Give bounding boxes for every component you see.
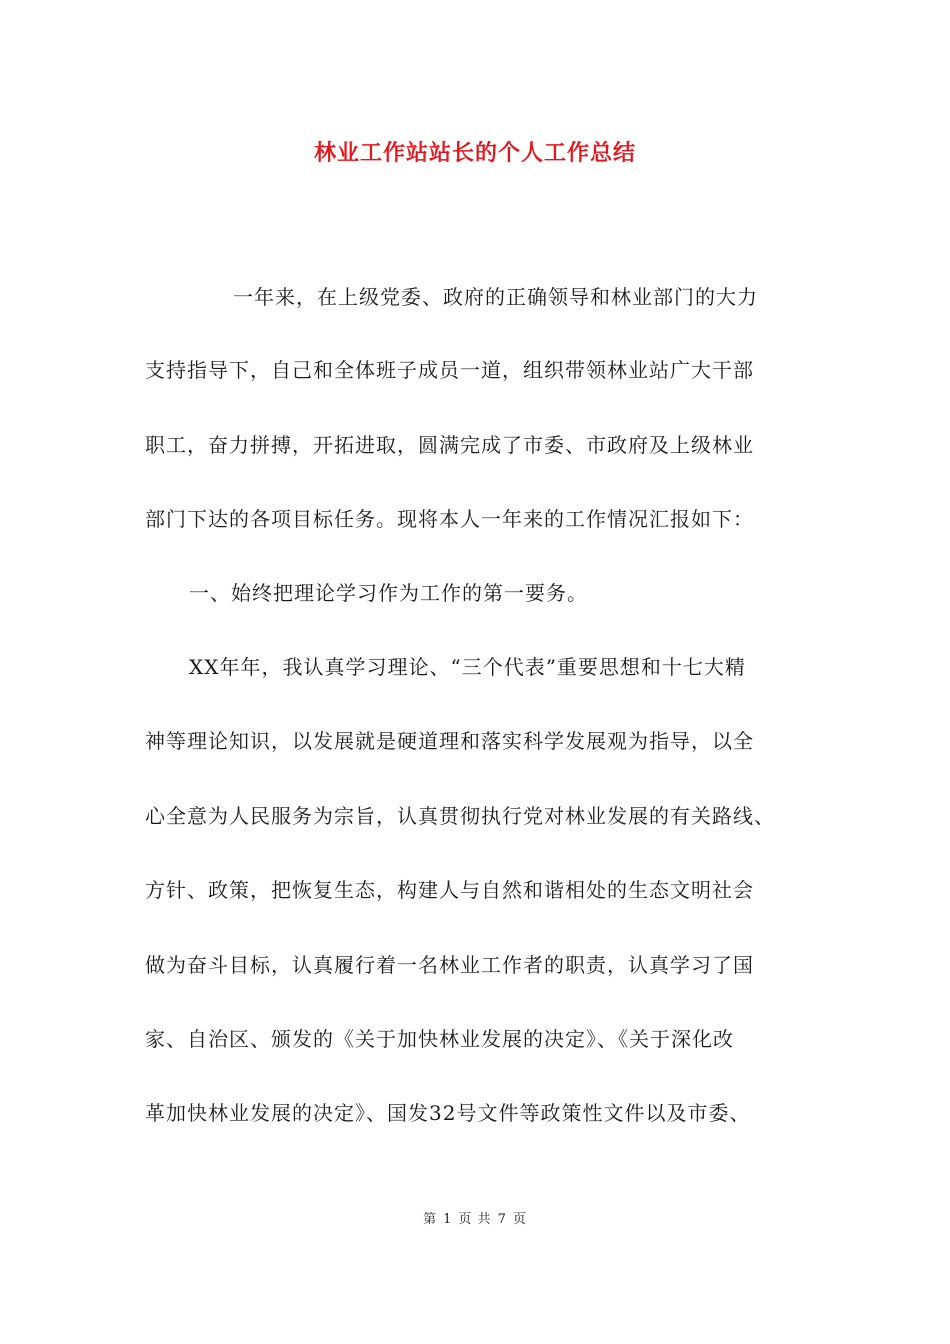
- section-heading: 一、始终把理论学习作为工作的第一要务。: [189, 581, 588, 605]
- paragraph-line: 职工，奋力拼搏，开拓进取，圆满完成了市委、市政府及上级林业: [145, 433, 754, 457]
- paragraph-line: 做为奋斗目标，认真履行着一名林业工作者的职责，认真学习了国: [145, 953, 754, 977]
- footer-mid: 页 共: [458, 1212, 492, 1227]
- paragraph-line: 支持指导下，自己和全体班子成员一道，组织带领林业站广大干部: [145, 358, 754, 382]
- footer-prefix: 第: [423, 1212, 438, 1227]
- paragraph-line: 家、自治区、颁发的《关于加快林业发展的决定》、《关于深化改: [145, 1027, 734, 1051]
- footer-suffix: 页: [512, 1212, 527, 1227]
- paragraph-line: 方针、政策，把恢复生态，构建人与自然和谐相处的生态文明社会: [145, 878, 754, 902]
- page-footer: [0, 1208, 950, 1227]
- paragraph-line: 一年来，在上级党委、政府的正确领导和林业部门的大力: [233, 285, 758, 309]
- paragraph-line: 部门下达的各项目标任务。现将本人一年来的工作情况汇报如下：: [145, 507, 754, 531]
- paragraph-line: 革加快林业发展的决定》、国发32号文件等政策性文件以及市委、: [145, 1101, 751, 1125]
- page-total: 7: [497, 1212, 507, 1227]
- paragraph-line: 神等理论知识，以发展就是硬道理和落实科学发展观为指导，以全: [145, 729, 754, 753]
- document-title: 林业工作站站长的个人工作总结: [313, 140, 636, 166]
- page-number: 1: [443, 1212, 453, 1227]
- paragraph-line: XX年年，我认真学习理论、“三个代表”重要思想和十七大精: [189, 655, 746, 679]
- paragraph-line: 心全意为人民服务为宗旨，认真贯彻执行党对林业发展的有关路线、: [145, 804, 775, 828]
